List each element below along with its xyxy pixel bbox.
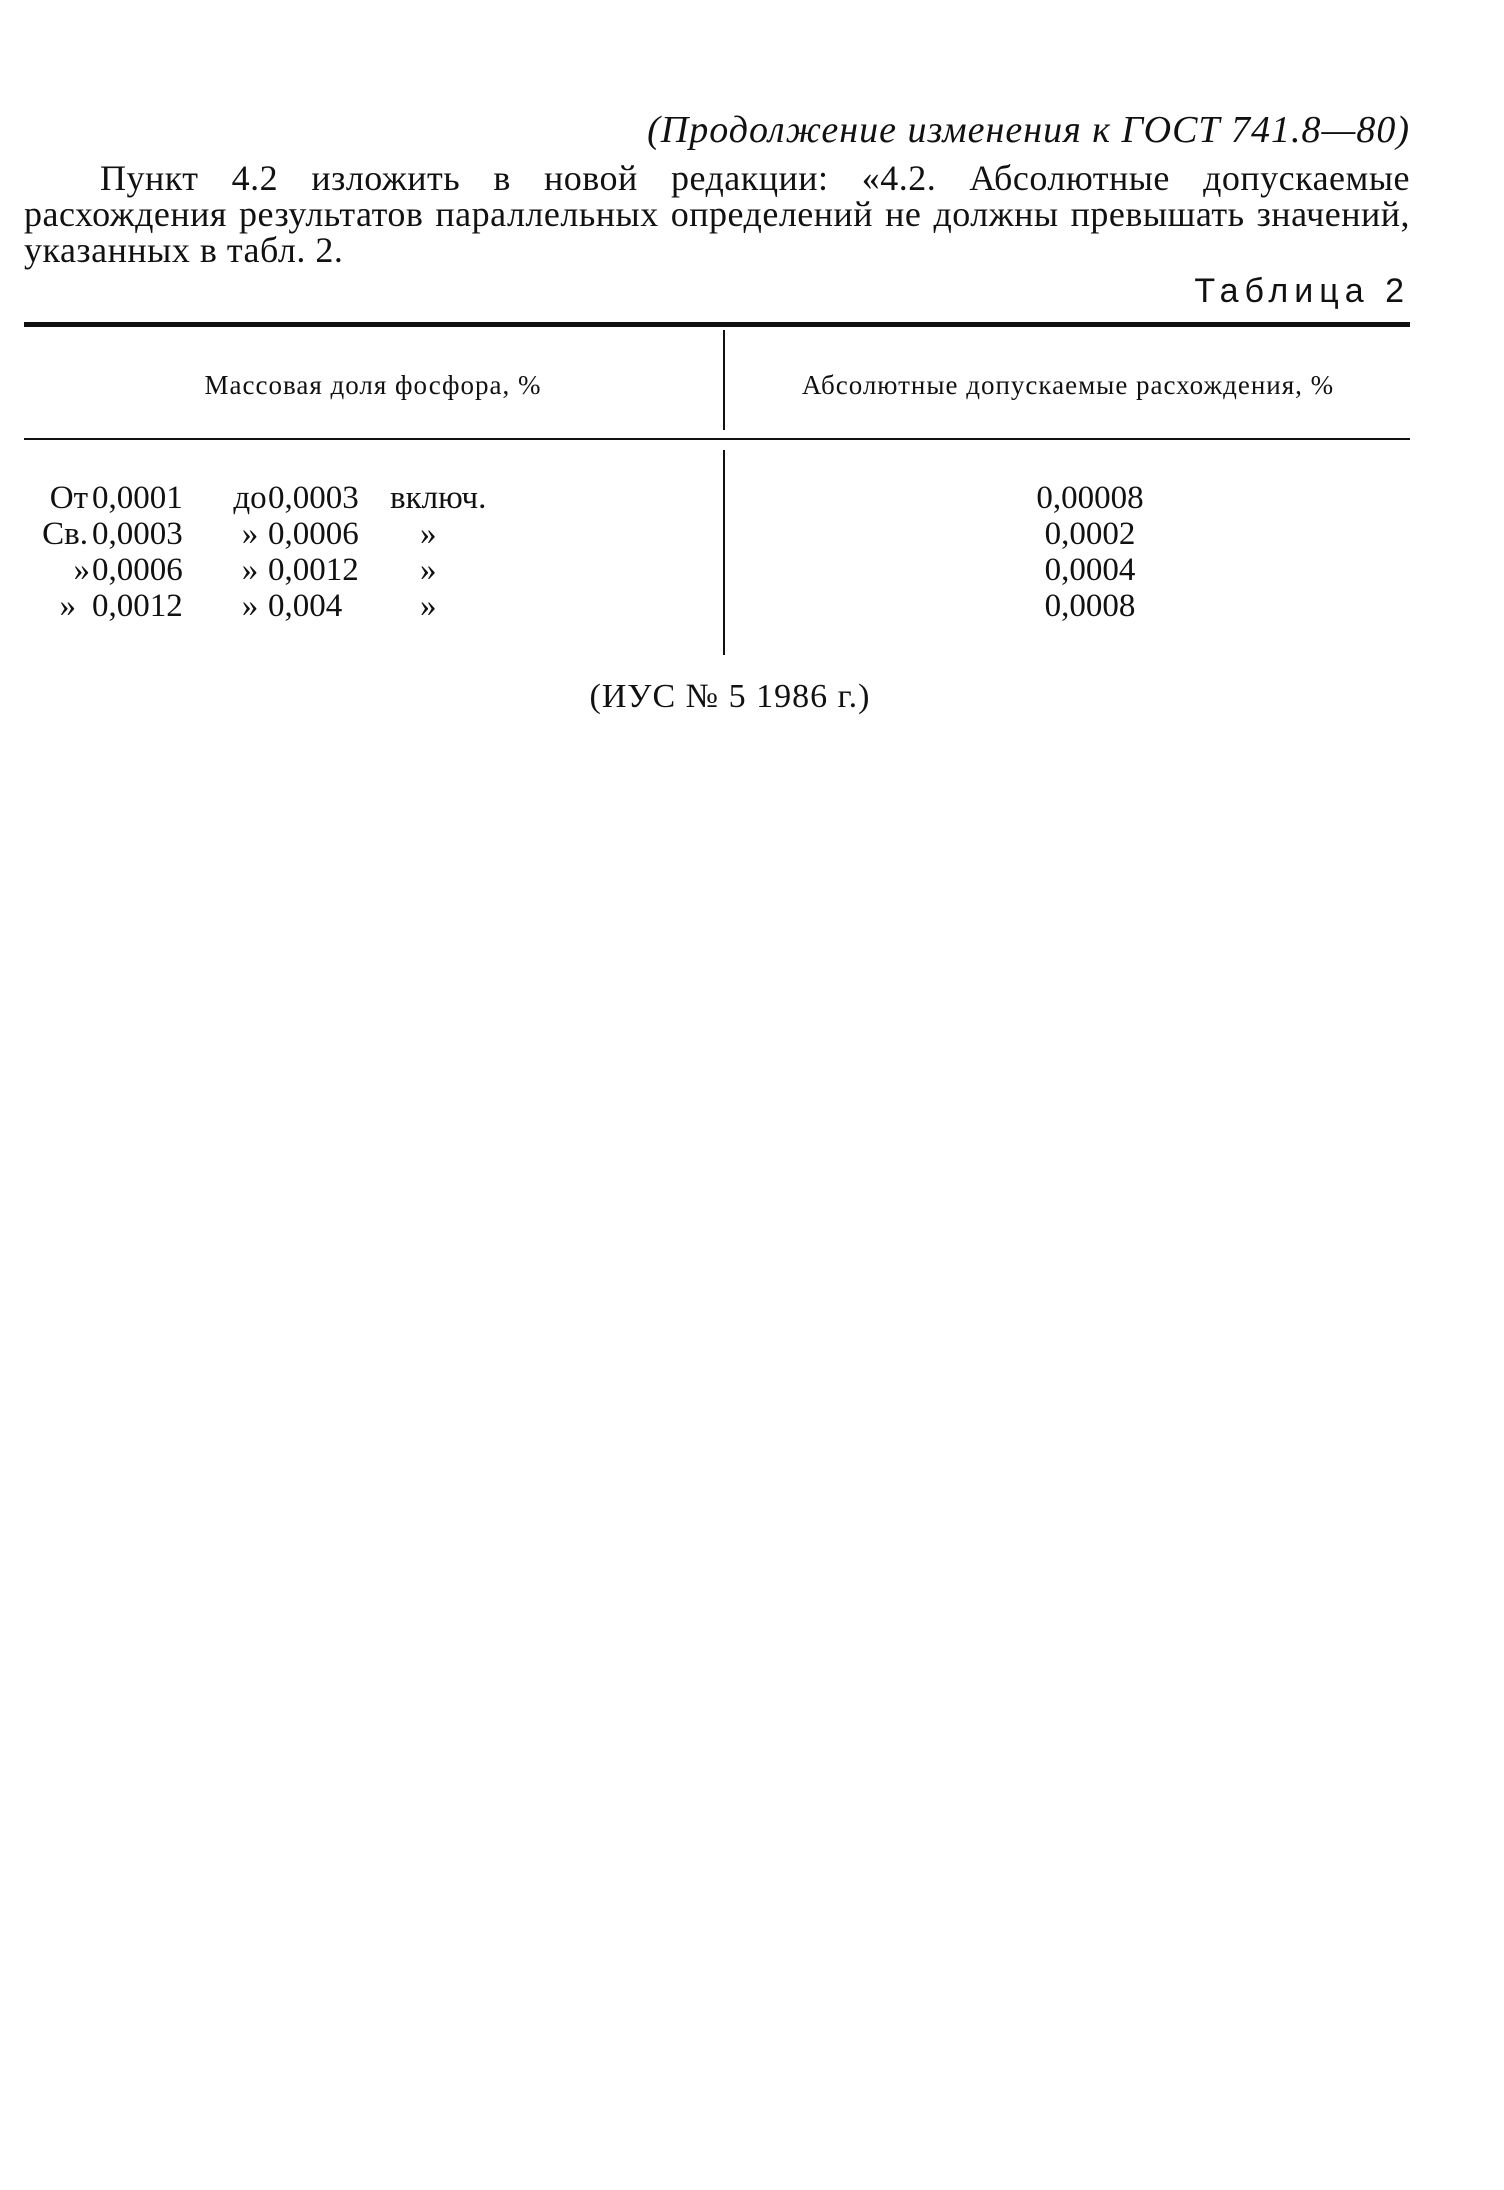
amendment-paragraph: Пункт 4.2 изложить в новой редакции: «4.2. Абсолютные допускаемые расхождения результатов параллельных определений не должны превышать значений, указанных в табл. 2. — [24, 158, 1410, 270]
row-value: 0,0008 — [1044, 588, 1136, 624]
row-mid: » — [241, 552, 259, 588]
table-header-allowed-discrepancy: Абсолютные допускаемые расхождения, % — [801, 370, 1335, 400]
row-to: 0,004 — [268, 588, 343, 624]
table-top-rule — [24, 322, 1410, 327]
table-header-phosphorus-fraction: Массовая доля фосфора, % — [204, 370, 542, 400]
row-mid: до — [233, 480, 267, 516]
row-value: 0,0002 — [1044, 516, 1136, 552]
row-to: 0,0012 — [268, 552, 359, 588]
footer-source-note: (ИУС № 5 1986 г.) — [589, 678, 871, 715]
row-from: 0,0003 — [92, 516, 183, 552]
row-suffix: » — [420, 552, 437, 588]
table-label: Таблица 2 — [1194, 272, 1410, 310]
row-prefix: » — [73, 552, 90, 588]
table-row — [0, 552, 1504, 588]
table-row — [0, 480, 1504, 516]
continuation-note: (Продолжение изменения к ГОСТ 741.8—80) — [647, 109, 1410, 151]
row-mid: » — [241, 516, 259, 552]
table-row — [0, 588, 1504, 624]
row-suffix: » — [420, 588, 437, 624]
table-row — [0, 516, 1504, 552]
row-from: 0,0006 — [92, 552, 183, 588]
table-header-rule — [24, 438, 1410, 440]
row-from: 0,0001 — [92, 480, 183, 516]
row-suffix: включ. — [390, 480, 487, 516]
row-value: 0,00008 — [1036, 480, 1144, 516]
row-prefix: От — [49, 480, 88, 516]
row-prefix: » — [59, 588, 76, 624]
row-value: 0,0004 — [1044, 552, 1136, 588]
row-prefix: Св. — [42, 516, 88, 552]
table-header-divider — [723, 330, 725, 430]
row-to: 0,0006 — [268, 516, 359, 552]
row-to: 0,0003 — [268, 480, 359, 516]
row-suffix: » — [420, 516, 437, 552]
row-mid: » — [241, 588, 259, 624]
row-from: 0,0012 — [92, 588, 183, 624]
